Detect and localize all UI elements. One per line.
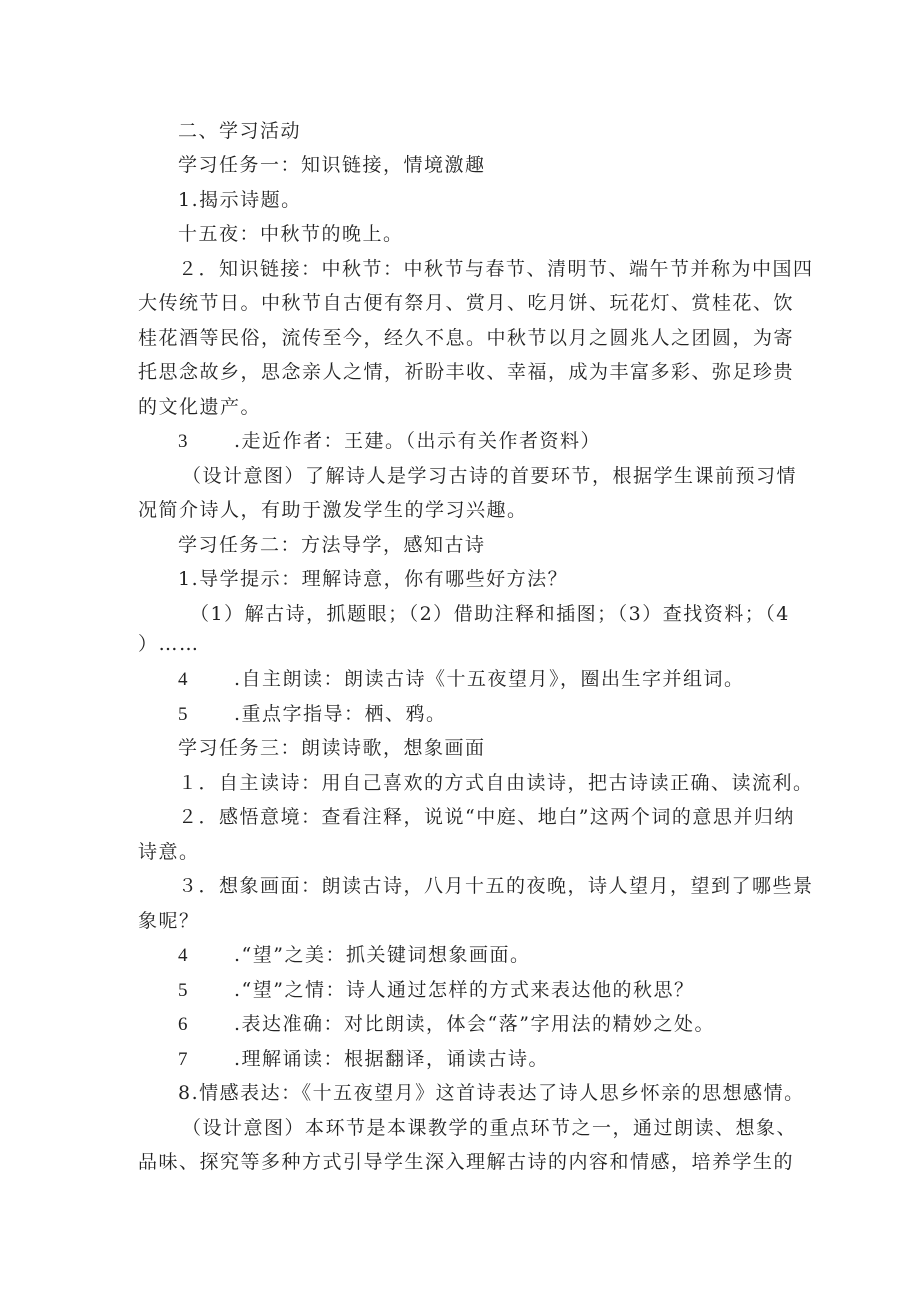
- item-text: .走近作者：王建。（出示有关作者资料）: [234, 430, 602, 452]
- task3-item3-line2: 象呢？: [138, 910, 200, 932]
- task1-item1: 1.揭示诗题。: [178, 189, 302, 211]
- item-number: 5: [178, 704, 189, 725]
- design-intent-1-line2: 况简介诗人，有助于激发学生的学习兴趣。: [138, 499, 528, 521]
- task2-methods-line1: （1）解古诗，抓题眼；（2）借助注释和插图；（3）查找资料；（4: [190, 603, 790, 625]
- item-text: .“望”之美：抓关键词想象画面。: [234, 944, 531, 966]
- item-number: 6: [178, 1014, 189, 1035]
- item-number: 4: [178, 945, 189, 966]
- task2-item4: [178, 666, 745, 693]
- item-number: 3: [178, 431, 189, 452]
- design-intent-2-line1: （设计意图）本环节是本课教学的重点环节之一，通过朗读、想象、: [182, 1117, 798, 1139]
- task2-item5: [178, 701, 447, 728]
- task1-poem-note: 十五夜：中秋节的晚上。: [178, 223, 404, 245]
- item-text: .理解诵读：根据翻译，诵读古诗。: [234, 1048, 550, 1070]
- task1-item2-line1: ２．知识链接：中秋节：中秋节与春节、清明节、端午节并称为中国四: [178, 258, 814, 280]
- task1-item2-line2: 大传统节日。中秋节自古便有祭月、赏月、吃月饼、玩花灯、赏桂花、饮: [138, 292, 795, 314]
- task3-item5: [178, 977, 694, 1004]
- item-text: .重点字指导：栖、鸦。: [234, 703, 447, 725]
- item-text: .“望”之情：诗人通过怎样的方式来表达他的秋思？: [234, 979, 695, 1001]
- item-number: 5: [178, 980, 189, 1001]
- item-text: .自主朗读：朗读古诗《十五夜望月》，圈出生字并组词。: [234, 668, 745, 690]
- task1-item2-line4: 托思念故乡，思念亲人之情，祈盼丰收、幸福，成为丰富多彩、弥足珍贵: [138, 361, 795, 383]
- task1-item2-line5: 的文化遗产。: [138, 396, 262, 418]
- task1-item3: [178, 428, 601, 455]
- item-number: 7: [178, 1049, 189, 1070]
- task3-item8: 8.情感表达：《十五夜望月》这首诗表达了诗人思乡怀亲的思想感情。: [178, 1082, 805, 1104]
- task3-item6: [178, 1011, 715, 1038]
- task3-title: 学习任务三：朗读诗歌，想象画面: [178, 737, 486, 759]
- task3-item4: [178, 942, 530, 969]
- section-title: 二、学习活动: [178, 120, 302, 142]
- task3-item1: １．自主读诗：用自己喜欢的方式自由读诗，把古诗读正确、读流利。: [178, 772, 814, 794]
- item-number: 4: [178, 669, 189, 690]
- task3-item3-line1: ３．想象画面：朗读古诗，八月十五的夜晚，诗人望月，望到了哪些景: [178, 875, 814, 897]
- task1-title: 学习任务一：知识链接，情境激趣: [178, 154, 486, 176]
- design-intent-1-line1: （设计意图）了解诗人是学习古诗的首要环节，根据学生课前预习情: [182, 465, 798, 487]
- task3-item2-line2: 诗意。: [138, 841, 200, 863]
- task1-item2-line3: 桂花酒等民俗，流传至今，经久不息。中秋节以月之圆兆人之团圆，为寄: [138, 327, 795, 349]
- task3-item7: [178, 1046, 549, 1073]
- task3-item2-line1: ２．感悟意境：查看注释，说说“中庭、地白”这两个词的意思并归纳: [178, 806, 795, 828]
- task2-title: 学习任务二：方法导学，感知古诗: [178, 534, 486, 556]
- task2-item1: 1.导学提示：理解诗意，你有哪些好方法？: [178, 568, 569, 590]
- item-text: .表达准确：对比朗读，体会“落”字用法的精妙之处。: [234, 1013, 715, 1035]
- design-intent-2-line2: 品味、探究等多种方式引导学生深入理解古诗的内容和情感，培养学生的: [138, 1151, 795, 1173]
- task2-methods-line2: ）……: [138, 633, 200, 655]
